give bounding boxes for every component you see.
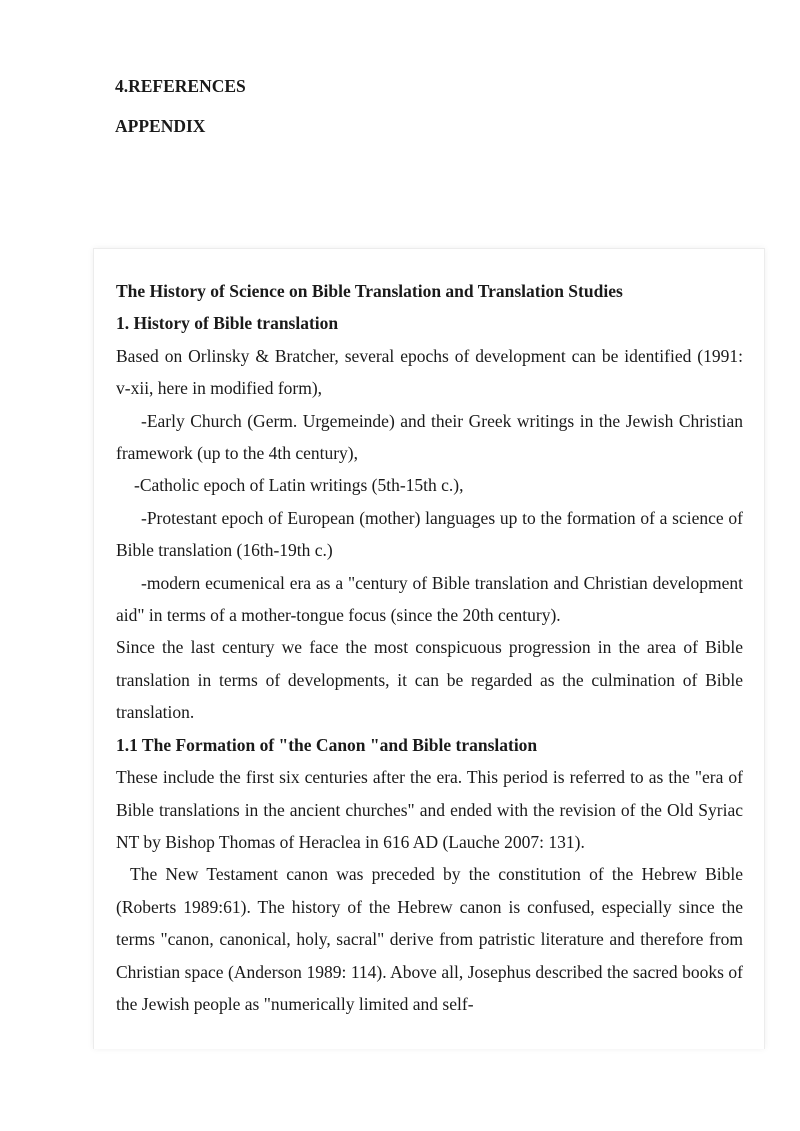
references-heading: 4.REFERENCES	[115, 76, 246, 96]
appendix-document-panel	[93, 248, 765, 1049]
epoch-item: -Early Church (Germ. Urgemeinde) and their Greek writings in the Jewish Christian framework (up to the 4th century),	[116, 410, 743, 464]
epoch-item: -modern ecumenical era as a "century of Bible translation and Christian development aid" in terms of a mother-tongue focus (since the 20th century).	[116, 572, 743, 626]
appendix-heading: APPENDIX	[115, 116, 206, 136]
summary-paragraph: Since the last century we face the most conspicuous progression in the area of Bible translation in terms of developments, it can be regarded as the culmination of Bible translation.	[116, 637, 743, 723]
document-title: The History of Science on Bible Translation and Translation Studies	[116, 281, 623, 301]
epoch-item: -Protestant epoch of European (mother) languages up to the formation of a science of Bible translation (16th-19th c.)	[116, 507, 743, 561]
section-1-1-paragraph-2: The New Testament canon was preceded by the constitution of the Hebrew Bible (Roberts 1989:61). The history of the Hebrew canon is confused, especially since the terms "canon, canonical, holy, sacral" derive from patristic literature and therefore from Christian space (Anderson 1989: 114). Above all, Josephus described the sacred books of the Jewish people as "numerically limited and self-	[116, 864, 743, 1014]
section-1-heading: 1. History of Bible translation	[116, 313, 339, 334]
intro-paragraph: Based on Orlinsky & Bratcher, several epochs of development can be identified (1991: v-xii, here in modified form),	[116, 345, 743, 399]
document-body	[116, 275, 743, 1020]
section-1-1-paragraph-1: These include the first six centuries after the era. This period is referred to as the "era of Bible translations in the ancient churches" and ended with the revision of the Old Syriac NT by Bishop Thomas of Heraclea in 616 AD (Lauche 2007: 131).	[116, 767, 743, 852]
epoch-item: -Catholic epoch of Latin writings (5th-15th c.),	[134, 475, 464, 496]
section-1-1-heading: 1.1 The Formation of "the Canon "and Bible translation	[116, 734, 538, 755]
